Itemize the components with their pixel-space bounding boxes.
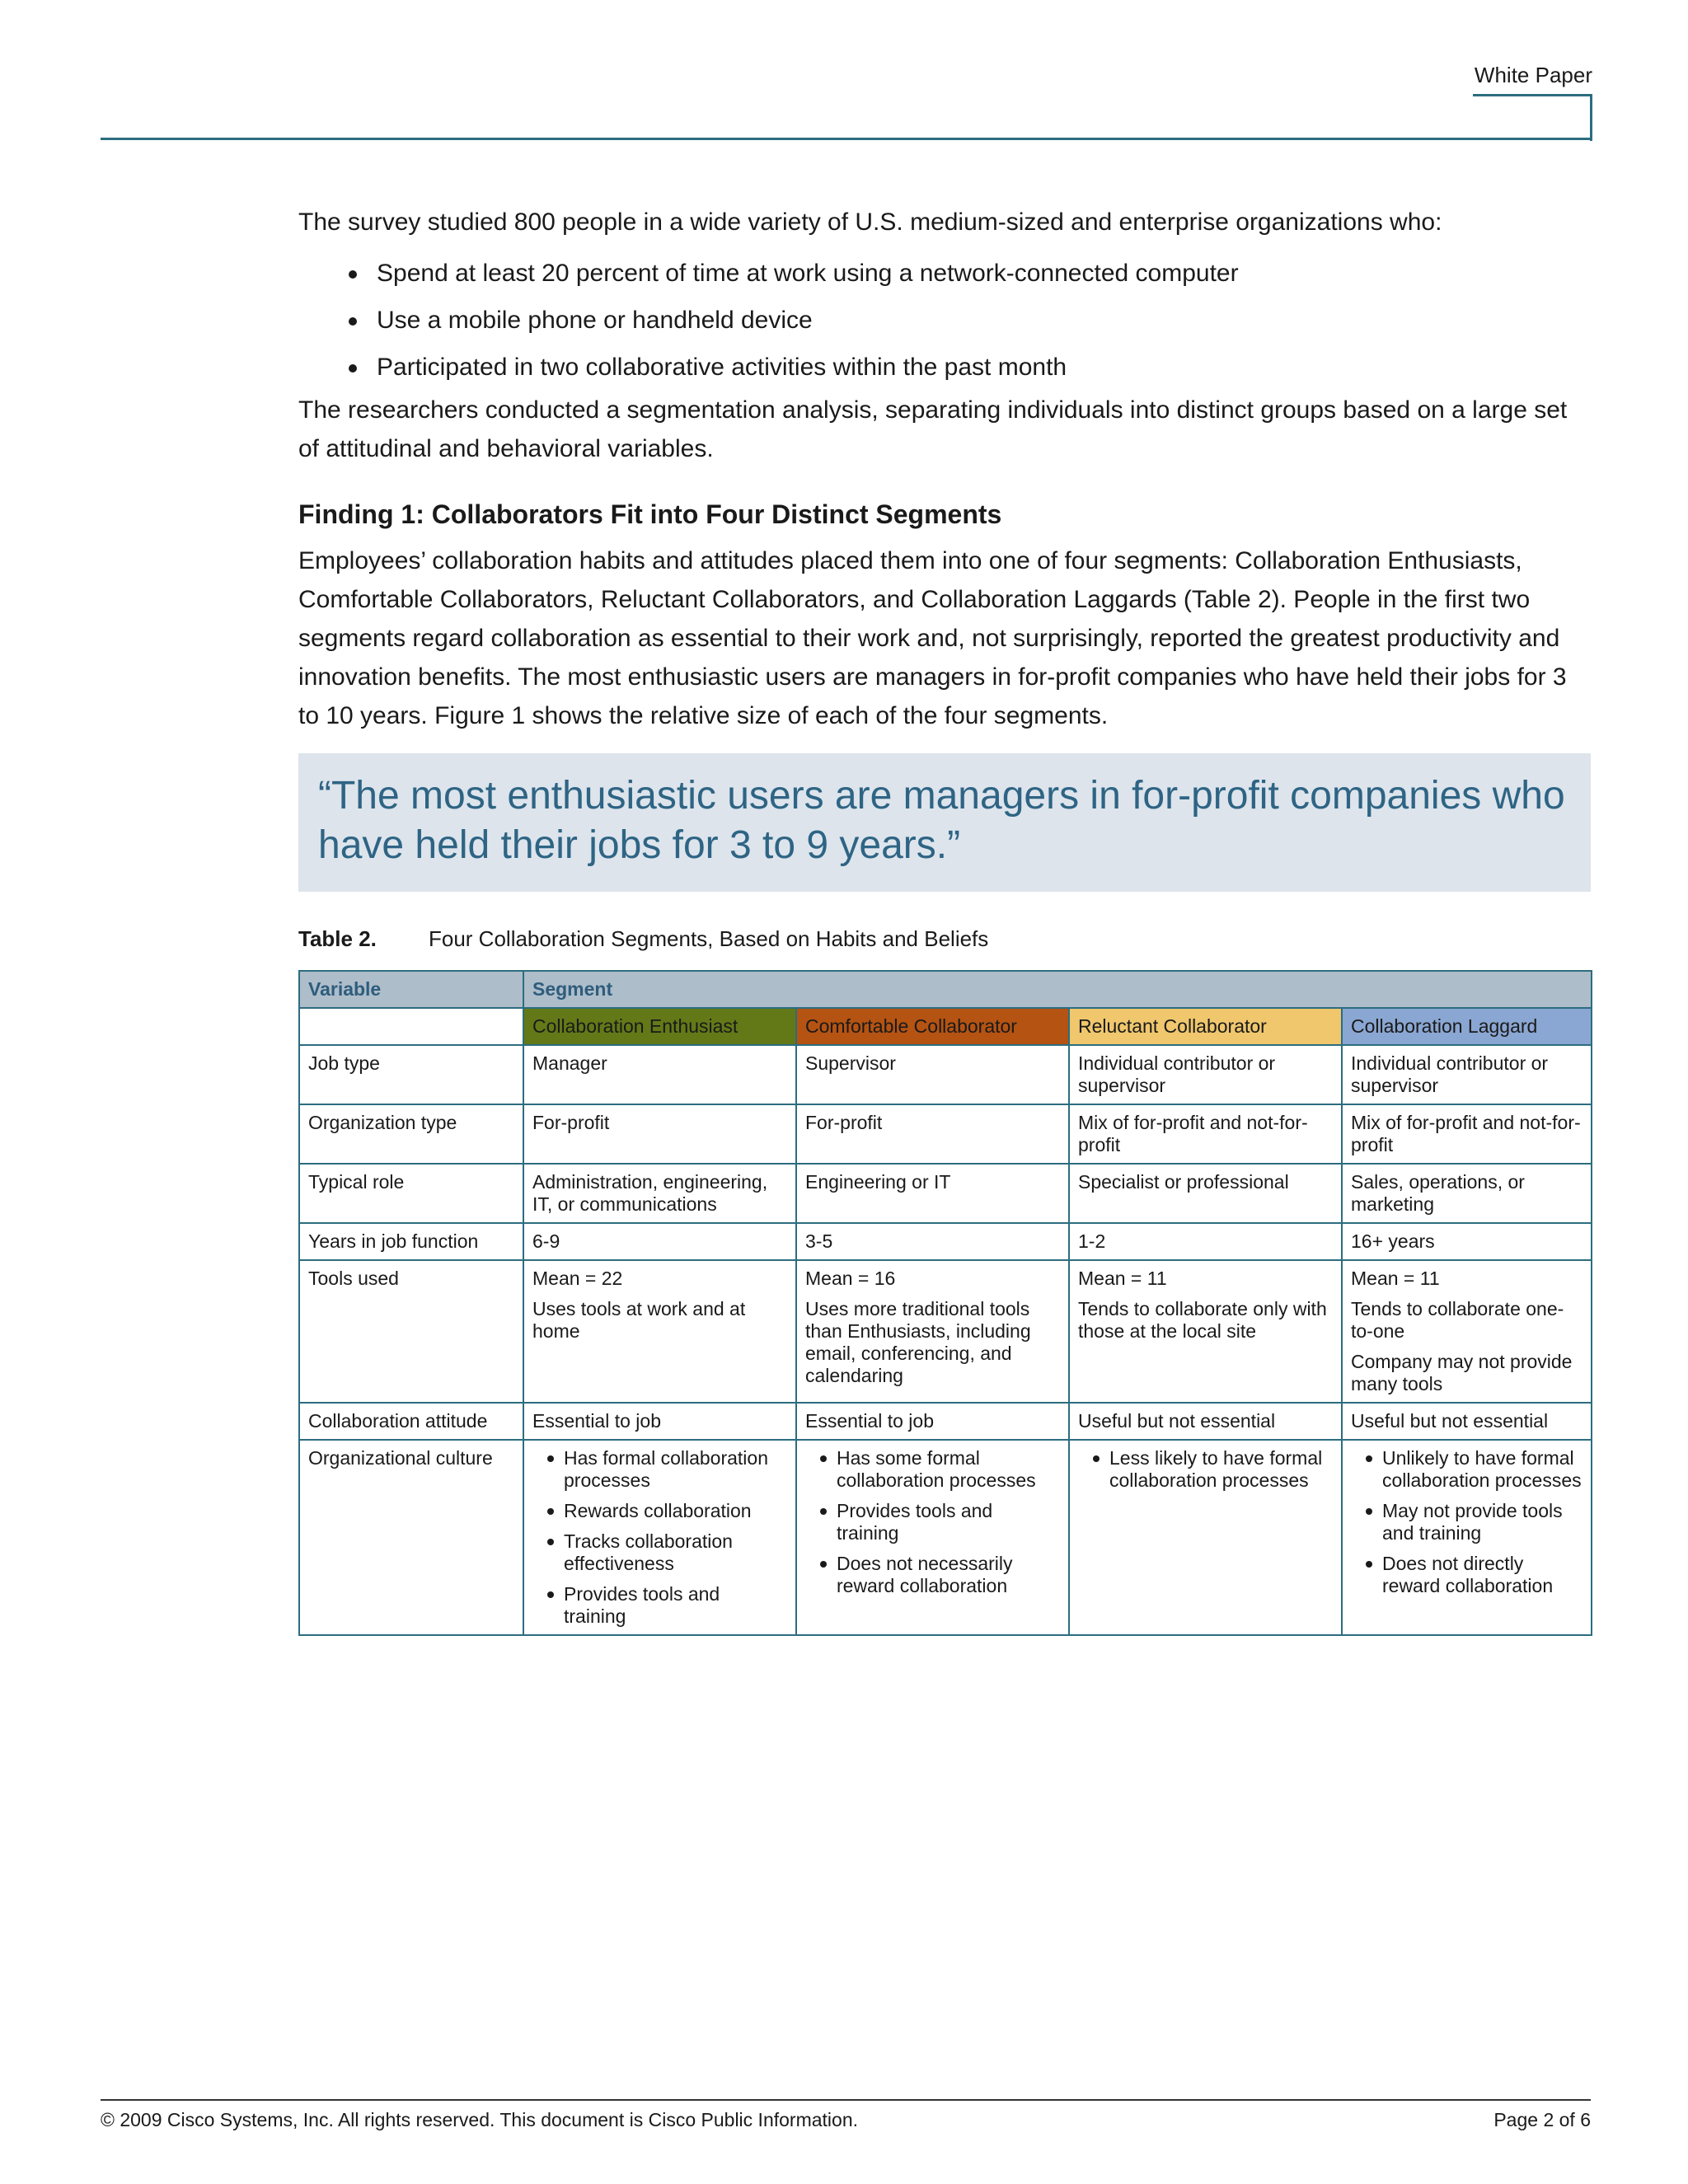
pull-quote-box <box>298 753 1591 892</box>
footer-rule <box>101 2099 1591 2101</box>
row-label: Organization type <box>299 1104 523 1164</box>
table-row <box>299 1045 1592 1104</box>
row-label: Years in job function <box>299 1223 523 1260</box>
document-type-label: White Paper <box>1474 63 1592 87</box>
criteria-item: Spend at least 20 percent of time at work using a network-connected computer <box>377 250 1591 297</box>
table-cell: Specialist or professional <box>1069 1164 1342 1223</box>
row-label: Job type <box>299 1045 523 1104</box>
culture-list <box>805 1447 1060 1597</box>
table-row <box>299 1223 1592 1260</box>
segment-comfortable: Comfortable Collaborator <box>796 1008 1069 1045</box>
finding-paragraph: Employees’ collaboration habits and attitudes placed them into one of four segments: Collaboration Enthusiasts, Comfortable Collaborators, Reluctant Collaborators, and Collaboration Laggards (Table 2). People in the first two segments regard collaboration as essential to their work and, not surprisingly, reported the greatest productivity and innovation benefits. The most enthusiastic users are managers in for-profit companies who have held their jobs for 3 to 10 years. Figure 1 shows the relative size of each of the four segments. <box>298 547 1567 729</box>
tools-mean: Mean = 16 <box>805 1268 896 1289</box>
empty-cell <box>299 1008 523 1045</box>
culture-item: Provides tools and training <box>532 1583 787 1628</box>
tools-note: Tends to collaborate only with those at the local site <box>1078 1298 1327 1342</box>
page-number: Page 2 of 6 <box>1493 2109 1591 2130</box>
table-cell: Sales, operations, or marketing <box>1342 1164 1592 1223</box>
table-caption-label: Table 2. <box>298 926 377 951</box>
tools-mean: Mean = 11 <box>1078 1268 1167 1289</box>
segment-enthusiast: Collaboration Enthusiast <box>523 1008 796 1045</box>
table-cell: Essential to job <box>796 1403 1069 1440</box>
table-cell <box>523 1440 796 1635</box>
culture-item: Has formal collaboration processes <box>532 1447 787 1492</box>
segment-names-row <box>299 1008 1592 1045</box>
tools-note: Uses tools at work and at home <box>532 1298 746 1342</box>
criteria-item: Participated in two collaborative activities within the past month <box>377 344 1591 391</box>
table-row <box>299 1104 1592 1164</box>
table-cell <box>1069 1260 1342 1403</box>
table-cell: 3-5 <box>796 1223 1069 1260</box>
header-tab-border <box>1473 94 1592 141</box>
table-row <box>299 1440 1592 1635</box>
intro-paragraph: The survey studied 800 people in a wide variety of U.S. medium-sized and enterprise organizations who: <box>298 209 1442 236</box>
criteria-list <box>298 250 1591 391</box>
row-label: Collaboration attitude <box>299 1403 523 1440</box>
table-caption <box>298 926 1591 952</box>
tools-mean: Mean = 11 <box>1351 1268 1440 1289</box>
table-row <box>299 1164 1592 1223</box>
table-cell <box>796 1440 1069 1635</box>
table-caption-title: Four Collaboration Segments, Based on Habits and Beliefs <box>429 926 989 951</box>
segment-laggard: Collaboration Laggard <box>1342 1008 1592 1045</box>
culture-item: May not provide tools and training <box>1351 1500 1582 1544</box>
table-cell: 16+ years <box>1342 1223 1592 1260</box>
table-cell: Individual contributor or supervisor <box>1342 1045 1592 1104</box>
culture-item: Tracks collaboration effectiveness <box>532 1530 787 1575</box>
culture-item: Rewards collaboration <box>532 1500 787 1522</box>
culture-item: Provides tools and training <box>805 1500 1060 1544</box>
finding-heading: Finding 1: Collaborators Fit into Four Distinct Segments <box>298 499 1002 529</box>
segments-table <box>298 970 1592 1636</box>
table-cell: For-profit <box>796 1104 1069 1164</box>
table-cell: 1-2 <box>1069 1223 1342 1260</box>
table-row <box>299 1260 1592 1403</box>
culture-item: Does not necessarily reward collaboration <box>805 1553 1060 1597</box>
tools-note: Tends to collaborate one-to-one <box>1351 1298 1564 1342</box>
table-cell: Manager <box>523 1045 796 1104</box>
table-header-row <box>299 971 1592 1008</box>
segment-reluctant: Reluctant Collaborator <box>1069 1008 1342 1045</box>
table-cell: Administration, engineering, IT, or communications <box>523 1164 796 1223</box>
table-cell: Essential to job <box>523 1403 796 1440</box>
table-row <box>299 1403 1592 1440</box>
header-variable: Variable <box>299 971 523 1008</box>
criteria-item: Use a mobile phone or handheld device <box>377 297 1591 344</box>
table-cell <box>1342 1260 1592 1403</box>
table-cell: Supervisor <box>796 1045 1069 1104</box>
tools-note: Uses more traditional tools than Enthusiasts, including email, conferencing, and calendaring <box>805 1298 1031 1386</box>
table-cell <box>1069 1440 1342 1635</box>
row-label: Organizational culture <box>299 1440 523 1635</box>
page-content <box>298 203 1591 1636</box>
table-cell: Useful but not essential <box>1069 1403 1342 1440</box>
table-cell: Mix of for-profit and not-for-profit <box>1069 1104 1342 1164</box>
table-cell: Useful but not essential <box>1342 1403 1592 1440</box>
culture-list <box>1351 1447 1582 1597</box>
table-cell: Engineering or IT <box>796 1164 1069 1223</box>
table-cell: 6-9 <box>523 1223 796 1260</box>
header-rule <box>101 138 1592 140</box>
pull-quote-text: “The most enthusiastic users are managers in for-profit companies who have held their jobs for 3 to 9 years.” <box>318 774 1565 867</box>
copyright-notice: © 2009 Cisco Systems, Inc. All rights reserved. This document is Cisco Public Information. <box>101 2109 859 2130</box>
table-cell: Individual contributor or supervisor <box>1069 1045 1342 1104</box>
culture-list <box>532 1447 787 1628</box>
table-cell <box>523 1260 796 1403</box>
header-segment: Segment <box>523 971 1592 1008</box>
row-label: Tools used <box>299 1260 523 1403</box>
row-label: Typical role <box>299 1164 523 1223</box>
table-cell: For-profit <box>523 1104 796 1164</box>
culture-list <box>1078 1447 1333 1492</box>
segmentation-paragraph: The researchers conducted a segmentation analysis, separating individuals into distinct groups based on a large set of attitudinal and behavioral variables. <box>298 396 1568 462</box>
tools-mean: Mean = 22 <box>532 1268 623 1289</box>
table-cell: Mix of for-profit and not-for-profit <box>1342 1104 1592 1164</box>
culture-item: Unlikely to have formal collaboration processes <box>1351 1447 1582 1492</box>
table-cell <box>796 1260 1069 1403</box>
culture-item: Does not directly reward collaboration <box>1351 1553 1582 1597</box>
table-cell <box>1342 1440 1592 1635</box>
tools-note: Company may not provide many tools <box>1351 1351 1573 1394</box>
culture-item: Has some formal collaboration processes <box>805 1447 1060 1492</box>
culture-item: Less likely to have formal collaboration processes <box>1078 1447 1333 1492</box>
